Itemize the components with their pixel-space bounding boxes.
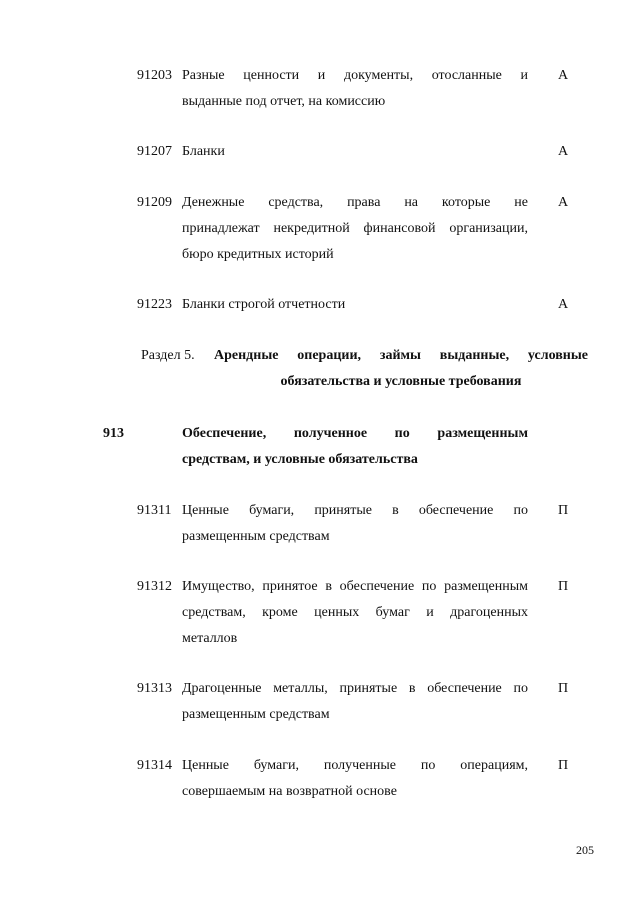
description-line: Денежные средства, права на которые не [182,195,528,210]
group-code: 913 [103,426,124,441]
account-code: 91311 [137,503,172,518]
description-line: размещенным средствам [182,529,330,544]
description-line: Бланки строгой отчетности [182,297,346,312]
account-type: А [558,195,569,210]
account-code: 91203 [137,68,172,83]
description-line: Бланки [182,144,225,159]
account-description [182,139,528,165]
description-line: совершаемым на возвратной основе [182,784,397,799]
account-description [182,292,528,318]
description-line: Драгоценные металлы, принятые в обеспечение по [182,681,528,696]
account-code: 91207 [137,144,172,159]
section-title-line: обязательства и условные требования [280,374,522,389]
description-line: бюро кредитных историй [182,247,334,262]
account-type: А [558,144,569,159]
account-description [182,63,528,115]
page-number: 205 [576,843,594,857]
description-line: размещенным средствам [182,707,330,722]
account-type: А [558,297,569,312]
description-line: Имущество, принятое в обеспечение по размещенным [182,579,528,594]
group-title-line: Обеспечение, полученное по размещенным [182,426,528,441]
account-code: 91223 [137,297,172,312]
group-title-line: средствам, и условные обязательства [182,452,418,467]
account-type: П [558,503,569,518]
account-code: 91209 [137,195,172,210]
account-type: П [558,758,569,773]
account-code: 91314 [137,758,172,773]
description-line: Разные ценности и документы, отосланные и [182,68,528,83]
account-description [182,190,528,268]
section-title [214,343,588,395]
section-label: Раздел 5. [141,348,195,363]
description-line: принадлежат некредитной финансовой организации, [182,221,528,236]
account-type: А [558,68,569,83]
account-description [182,753,528,805]
account-code: 91312 [137,579,172,594]
description-line: металлов [182,631,238,646]
account-code: 91313 [137,681,172,696]
description-line: Ценные бумаги, полученные по операциям, [182,758,528,773]
account-type: П [558,681,569,696]
description-line: Ценные бумаги, принятые в обеспечение по [182,503,528,518]
section-title-line: Арендные операции, займы выданные, условные [214,348,588,363]
account-description [182,574,528,652]
description-line: выданные под отчет, на комиссию [182,94,386,109]
description-line: средствам, кроме ценных бумаг и драгоценных [182,605,528,620]
account-description [182,676,528,728]
account-type: П [558,579,569,594]
group-title [182,421,528,473]
account-description [182,498,528,550]
